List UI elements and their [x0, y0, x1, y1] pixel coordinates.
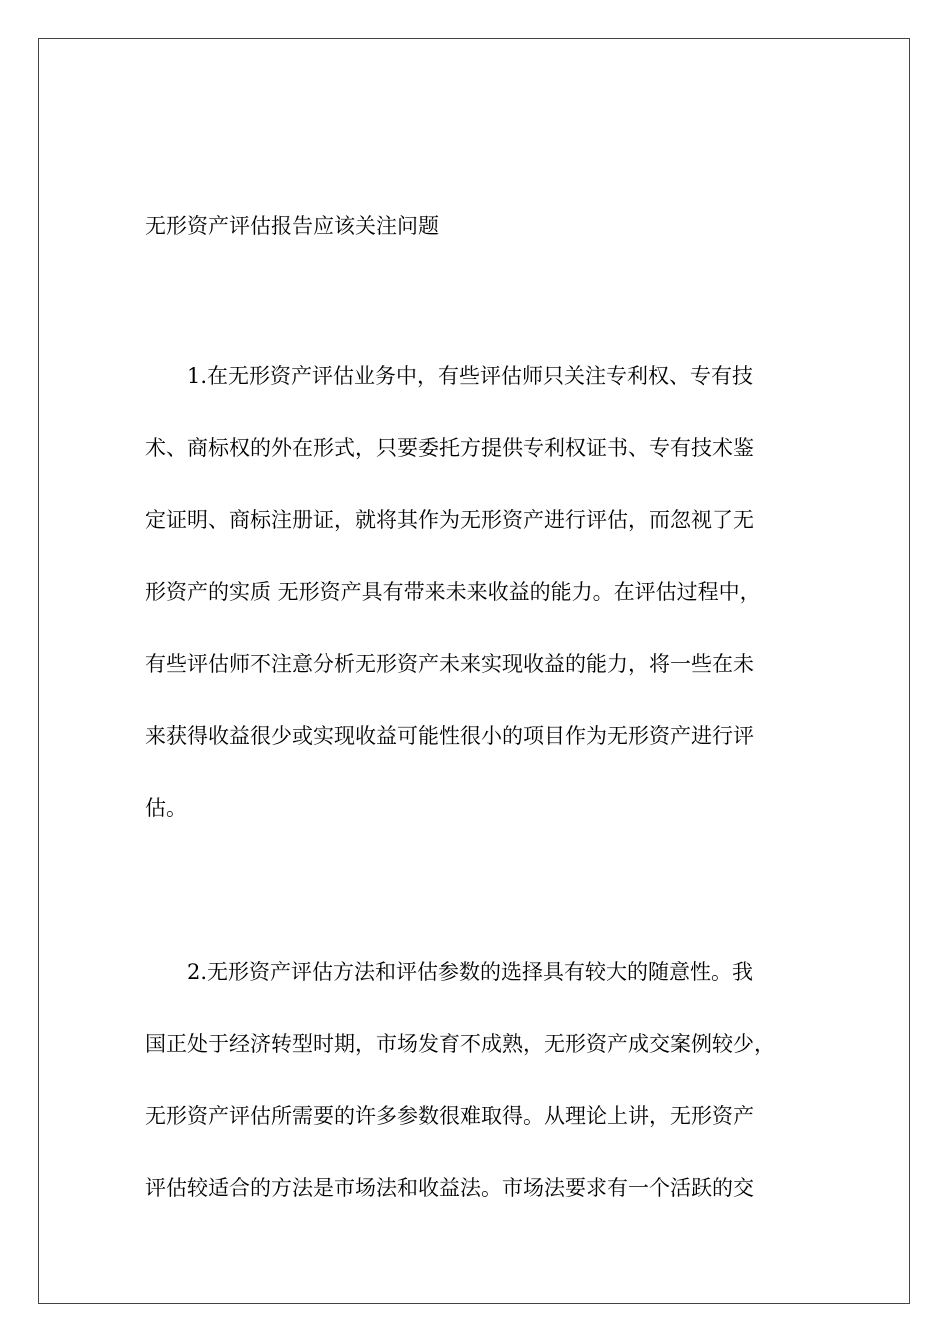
paragraph-line: 估。 [145, 796, 187, 820]
paragraph-line: 2.无形资产评估方法和评估参数的选择具有较大的随意性。我 [187, 960, 754, 984]
paragraph-line: 无形资产评估所需要的许多参数很难取得。从理论上讲，无形资产 [145, 1104, 754, 1128]
paragraph-line: 来获得收益很少或实现收益可能性很小的项目作为无形资产进行评 [145, 724, 754, 748]
paragraph-2 [145, 936, 805, 1224]
paragraph-line: 形资产的实质 无形资产具有带来未来收益的能力。在评估过程中， [145, 580, 761, 604]
paragraph-line: 定证明、商标注册证，就将其作为无形资产进行评估，而忽视了无 [145, 508, 754, 532]
paragraph-1 [145, 340, 805, 844]
paragraph-line: 1.在无形资产评估业务中，有些评估师只关注专利权、专有技 [187, 364, 754, 388]
document-title: 无形资产评估报告应该关注问题 [145, 214, 439, 238]
paragraph-line: 评估较适合的方法是市场法和收益法。市场法要求有一个活跃的交 [145, 1176, 754, 1200]
paragraph-line: 有些评估师不注意分析无形资产未来实现收益的能力，将一些在未 [145, 652, 754, 676]
paragraph-line: 国正处于经济转型时期，市场发育不成熟，无形资产成交案例较少， [145, 1032, 775, 1056]
paragraph-line: 术、商标权的外在形式，只要委托方提供专利权证书、专有技术鉴 [145, 436, 754, 460]
